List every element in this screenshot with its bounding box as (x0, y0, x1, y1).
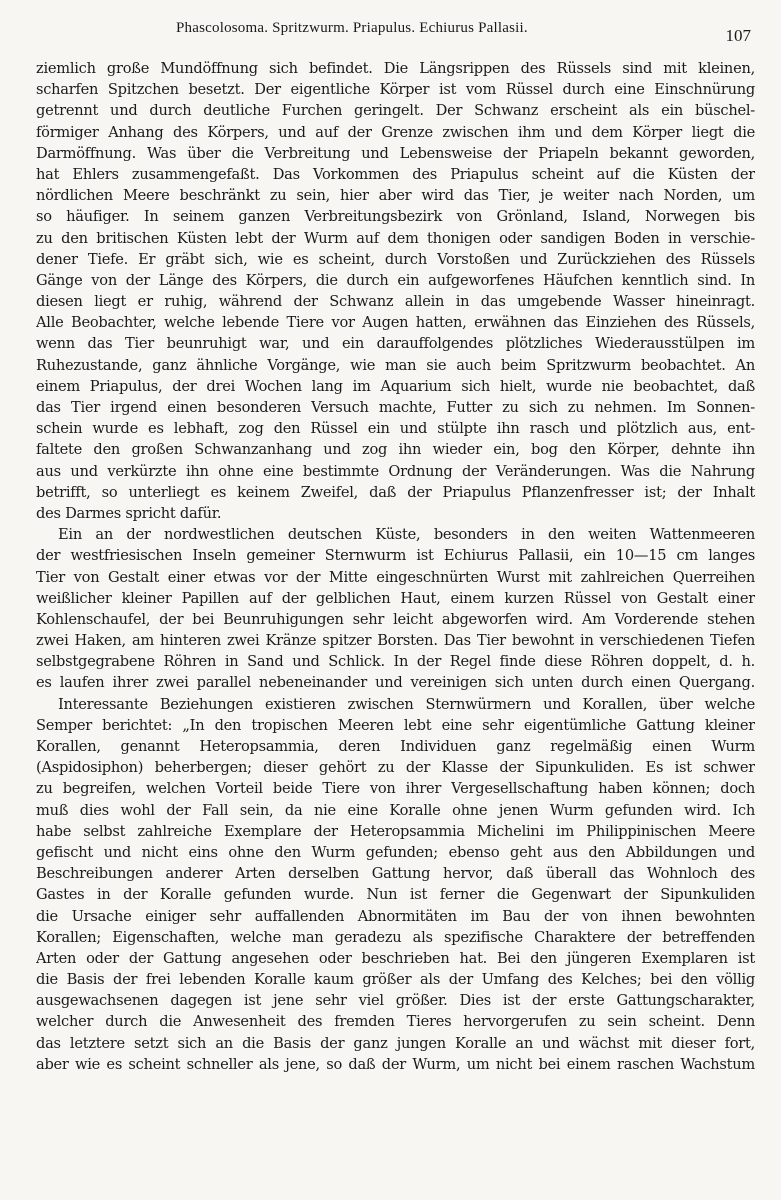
text-line: Beschreibungen anderer Arten derselben Gattung hervor, daß überall das Wohnloch des (36, 865, 755, 883)
text-line: Gänge von der Länge des Körpers, die durch ein aufgeworfenes Häufchen kenntlich sind. In (36, 271, 755, 289)
text-line: das letztere setzt sich an die Basis der ganz jungen Koralle an und wächst mit dieser fort, (36, 1034, 755, 1052)
text-line: muß dies wohl der Fall sein, da nie eine Koralle ohne jenen Wurm gefunden wird. Ich (36, 801, 755, 819)
text-line: Interessante Beziehungen existieren zwischen Sternwürmern und Korallen, über welche (58, 695, 755, 713)
text-line: welcher durch die Anwesenheit des fremden Tieres hervorgerufen zu sein scheint. Denn (36, 1013, 755, 1031)
text-line: Semper berichtet: „In den tropischen Meeren lebt eine sehr eigentümliche Gattung kleiner (36, 716, 755, 734)
text-line: zu den britischen Küsten lebt der Wurm auf dem thonigen oder sandigen Boden in verschie- (36, 229, 755, 247)
text-line: förmiger Anhang des Körpers, und auf der Grenze zwischen ihm und dem Körper liegt die (36, 123, 755, 141)
text-line: Alle Beobachter, welche lebende Tiere vor Augen hatten, erwähnen das Einziehen des Rüssels, (36, 314, 755, 332)
text-line: faltete den großen Schwanzanhang und zog ihn wieder ein, bog den Körper, dehnte ihn (36, 441, 755, 459)
text-line: betrifft, so unterliegt es keinem Zweifel, daß der Priapulus Pflanzenfresser ist; der Inhalt (36, 483, 755, 501)
text-line: hat Ehlers zusammengefaßt. Das Vorkommen des Priapulus scheint auf die Küsten der (36, 165, 755, 183)
text-line: der westfriesischen Inseln gemeiner Sternwurm ist Echiurus Pallasii, ein 10—15 cm langes (36, 547, 755, 565)
page-number: 107 (725, 26, 751, 45)
text-line: habe selbst zahlreiche Exemplare der Heteropsammia Michelini im Philippinischen Meere (36, 822, 755, 840)
text-line: ausgewachsenen dagegen ist jene sehr viel größer. Dies ist der erste Gattungscharakter, (36, 992, 755, 1010)
text-line: weißlicher kleiner Papillen auf der gelblichen Haut, einem kurzen Rüssel von Gestalt einer (36, 589, 755, 607)
running-title: Phascolosoma. Spritzwurm. Priapulus. Echiurus Pallasii. (176, 20, 528, 36)
text-line: dener Tiefe. Er gräbt sich, wie es scheint, durch Vorstoßen und Zurückziehen des Rüssels (36, 250, 755, 268)
text-line: Korallen, genannt Heteropsammia, deren Individuen ganz regelmäßig einen Wurm (36, 738, 755, 755)
text-line: des Darmes spricht dafür. (36, 504, 222, 522)
text-line: einem Priapulus, der drei Wochen lang im Aquarium sich hielt, wurde nie beobachtet, daß (36, 377, 755, 395)
text-line: aus und verkürzte ihn ohne eine bestimmte Ordnung der Veränderungen. Was die Nahrung (36, 462, 755, 480)
text-line: aber wie es scheint schneller als jene, so daß der Wurm, um nicht bei einem raschen Wachstum (36, 1055, 755, 1073)
text-line: (Aspidosiphon) beherbergen; dieser gehört zu der Klasse der Sipunkuliden. Es ist schwer (36, 759, 755, 777)
running-head (36, 0, 755, 44)
text-line: diesen liegt er ruhig, während der Schwanz allein in das umgebende Wasser hineinragt. (36, 293, 755, 311)
text-line: Arten oder der Gattung angesehen oder beschrieben hat. Bei den jüngeren Exemplaren ist (36, 949, 755, 967)
text-line: die Basis der frei lebenden Koralle kaum größer als der Umfang des Kelches; bei den völlig (36, 971, 755, 989)
text-line: Kohlenschaufel, der bei Beunruhigungen sehr leicht abgeworfen wird. Am Vorderende stehen (36, 610, 755, 628)
text-line: Korallen; Eigenschaften, welche man geradezu als spezifische Charaktere der betreffenden (36, 928, 755, 946)
text-line: Tier von Gestalt einer etwas vor der Mitte eingeschnürten Wurst mit zahlreichen Querreihen (36, 568, 755, 586)
text-line: gefischt und nicht eins ohne den Wurm gefunden; ebenso geht aus den Abbildungen und (36, 843, 755, 861)
text-line: die Ursache einiger sehr auffallenden Abnormitäten im Bau der von ihnen bewohnten (36, 907, 755, 925)
text-line: schein wurde es lebhaft, zog den Rüssel ein und stülpte ihn rasch und plötzlich aus, ent- (36, 420, 755, 438)
text-line: das Tier irgend einen besonderen Versuch machte, Futter zu sich zu nehmen. Im Sonnen- (36, 399, 755, 416)
text-line: so häufiger. In seinem ganzen Verbreitungsbezirk von Grönland, Island, Norwegen bis (36, 208, 755, 226)
text-line: Ein an der nordwestlichen deutschen Küste, besonders in den weiten Wattenmeeren (58, 526, 755, 544)
text-line: getrennt und durch deutliche Furchen geringelt. Der Schwanz erscheint als ein büschel- (36, 102, 755, 120)
text-line: zwei Haken, am hinteren zwei Kränze spitzer Borsten. Das Tier bewohnt in verschiedenen Tiefen (36, 632, 755, 650)
text-line: ziemlich große Mundöffnung sich befindet. Die Längsrippen des Rüssels sind mit kleinen, (36, 60, 755, 77)
text-line: wenn das Tier beunruhigt war, und ein darauffolgendes plötzliches Wiederausstülpen im (36, 335, 755, 353)
text-line: scharfen Spitzchen besetzt. Der eigentliche Körper ist vom Rüssel durch eine Einschnürung (36, 81, 755, 99)
text-line: es laufen ihrer zwei parallel nebeneinander und vereinigen sich unten durch einen Quergang. (36, 674, 755, 692)
text-line: zu begreifen, welchen Vorteil beide Tiere von ihrer Vergesellschaftung haben können; doch (36, 780, 755, 798)
body-text (36, 58, 755, 1075)
text-line: Gastes in der Koralle gefunden wurde. Nun ist ferner die Gegenwart der Sipunkuliden (36, 886, 755, 904)
text-line: selbstgegrabene Röhren in Sand und Schlick. In der Regel finde diese Röhren doppelt, d. h. (36, 653, 755, 671)
text-line: Darmöffnung. Was über die Verbreitung und Lebensweise der Priapeln bekannt geworden, (36, 144, 755, 162)
text-line: Ruhezustande, ganz ähnliche Vorgänge, wie man sie auch beim Spritzwurm beobachtet. An (36, 356, 755, 374)
text-line: nördlichen Meere beschränkt zu sein, hier aber wird das Tier, je weiter nach Norden, um (36, 187, 755, 205)
